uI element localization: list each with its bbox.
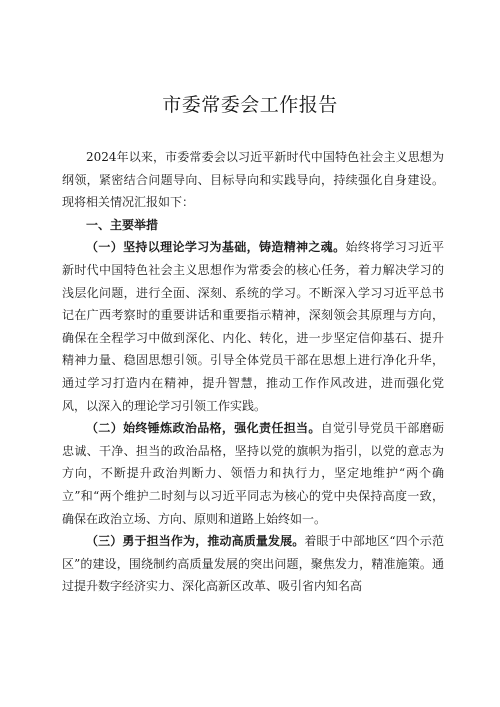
item-paragraph-3 [62,530,444,598]
item-text-3: 着眼于中部地区“四个示范区”的建设，围绕制约高质量发展的突出问题，聚焦发力，精准施策。通过提升数字经济实力、深化高新区改革、吸引省内知名高 [62,534,444,594]
document-title: 市委常委会工作报告 [162,94,338,116]
item-paragraph-2 [62,417,444,530]
section-heading: 一、主要举措 [86,217,159,232]
document-body [62,146,444,598]
item-lead-3: （三）勇于担当作为，推动高质量发展。 [86,534,305,549]
item-text-2: 自觉引导党员干部磨砺忠诚、干净、担当的政治品格，坚持以党的旗帜为指引，以党的意志为方向，不断提升政治判断力、领悟力和执行力，坚定地维护“两个确立”和“两个维护二时刻与以习近平同志为核心的党中央保持高度一致，确保在政治立场、方向、原则和道路上始终如一。 [62,421,444,526]
intro-paragraph: 2024年以来，市委常委会以习近平新时代中国特色社会主义思想为纲领，紧密结合问题导向、目标导向和实践导向，持续强化自身建设。现将相关情况汇报如下： [62,150,444,210]
item-paragraph-1 [62,236,444,417]
item-lead-2: （二）始终锤炼政治品格，强化责任担当。 [86,421,321,436]
item-lead-1: （一）坚持以理论学习为基础，铸造精神之魂。 [86,240,346,255]
item-text-1: 始终将学习习近平新时代中国特色社会主义思想作为常委会的核心任务，着力解决学习的浅层化问题，进行全面、深刻、系统的学习。不断深入学习习近平总书记在广西考察时的重要讲话和重要指示精神，深刻领会其原理与方向，确保在全程学习中做到深化、内化、转化，进一步坚定信仰基石、提升精神力量、稳固思想引领。引导全体党员干部在思想上进行净化升华，通过学习打造内在精神，提升智慧，推动工作作风改进，进而强化党风，以深入的理论学习引领工作实践。 [62,240,444,413]
